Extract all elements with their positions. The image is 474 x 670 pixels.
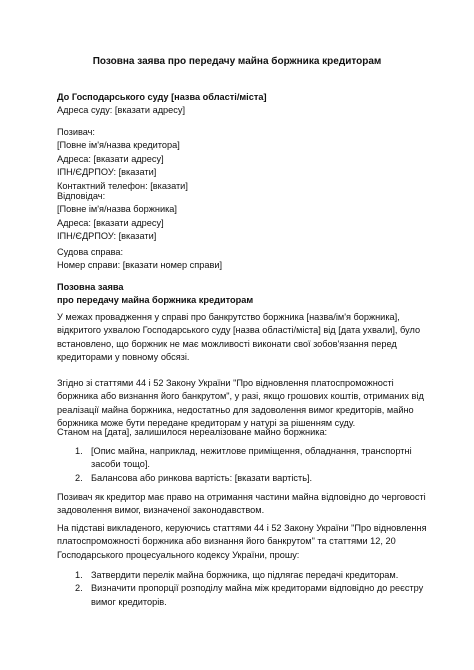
list-item-line: вимог кредиторів.: [91, 596, 167, 607]
plaintiff-name: [Повне ім'я/назва кредитора]: [57, 140, 180, 151]
plaintiff-tax-id: ІПН/ЄДРПОУ: [вказати]: [57, 167, 157, 178]
paragraph-line: боржника може бути передане кредиторам у натурі за рішенням суду.: [57, 418, 356, 429]
paragraph-request-basis: [57, 522, 425, 562]
list-number: 1.: [75, 570, 83, 580]
plaintiff-heading: Позивач:: [57, 127, 95, 137]
paragraph-line: Станом на [дата], залишилося нереалізоване майно боржника:: [57, 427, 328, 437]
plaintiff-phone: Контактний телефон: [вказати]: [57, 180, 188, 191]
case-heading: Судова справа:: [57, 247, 124, 257]
list-item: [57, 582, 425, 609]
plaintiff-address: Адреса: [вказати адресу]: [57, 153, 164, 164]
paragraph-line: На підставі викладеного, керуючись статтями 44 і 52 Закону України "Про відновлення: [57, 523, 427, 533]
paragraph-line: задоволення вимог, визначеної законодавством.: [57, 505, 265, 516]
paragraph-line: кредиторами у повному обсязі.: [57, 352, 190, 363]
case-number: Номер справи: [вказати номер справи]: [57, 260, 223, 271]
paragraph-line: встановлено, що боржник не має можливості виконати свої зобов'язання перед: [57, 338, 397, 349]
list-item: [57, 445, 425, 472]
paragraph-line: боржника або визнання його банкрутом", у разі, якщо грошових коштів, отриманих від: [57, 391, 424, 402]
court-address: Адреса суду: [вказати адресу]: [57, 105, 186, 116]
list-number: 2.: [75, 583, 83, 594]
court-block: [57, 91, 422, 118]
defendant-heading: Відповідач:: [57, 191, 106, 201]
paragraph-line: Згідно зі статтями 44 і 52 Закону України "Про відновлення платоспроможності: [57, 378, 394, 388]
list-item-line: Балансова або ринкова вартість: [вказати вартість].: [91, 472, 313, 483]
paragraph-line: реалізації майна боржника, недостатньо для задоволення вимог кредиторів, майно: [57, 404, 414, 415]
list-item: [57, 569, 425, 582]
case-block: [57, 246, 422, 273]
list-number: 1.: [75, 446, 83, 456]
request-list: [57, 569, 425, 609]
list-number: 2.: [75, 472, 83, 483]
paragraph-creditor-right: [57, 491, 425, 518]
court-name: До Господарського суду [назва області/міста]: [57, 92, 267, 102]
plaintiff-block: [57, 126, 422, 193]
defendant-tax-id: ІПН/ЄДРПОУ: [вказати]: [57, 231, 157, 242]
list-item-line: [Опис майна, наприклад, нежитлове приміщення, обладнання, транспортні: [91, 446, 412, 456]
paragraph-unsold-property: [57, 426, 425, 439]
paragraph-legal-basis: [57, 377, 425, 431]
document-heading-line-1: Позовна заява: [57, 282, 124, 292]
paragraph-line: Господарського процесуального кодексу України, прошу:: [57, 549, 300, 560]
defendant-block: [57, 190, 422, 244]
property-list: [57, 445, 425, 485]
paragraph-line: платоспроможності боржника або визнання його банкрутом" та статтями 12, 20: [57, 536, 396, 547]
document-title: Позовна заява про передачу майна боржника кредиторам: [92, 56, 382, 67]
paragraph-line: відкритого ухвалою Господарського суду [назва області/міста] від [дата ухвали], було: [57, 325, 421, 336]
defendant-address: Адреса: [вказати адресу]: [57, 217, 164, 228]
list-item-line: Визначити пропорції розподілу майна між кредиторами відповідно до реєстру: [91, 583, 424, 594]
document-heading: [57, 281, 422, 308]
defendant-name: [Повне ім'я/назва боржника]: [57, 204, 177, 215]
paragraph-line: У межах провадження у справі про банкрутство боржника [назва/ім'я боржника],: [57, 312, 400, 322]
list-item-line: засоби тощо].: [91, 459, 150, 470]
paragraph-proceedings: [57, 311, 425, 365]
list-item: [57, 472, 425, 485]
document-heading-line-2: про передачу майна боржника кредиторам: [57, 295, 254, 306]
paragraph-line: Позивач як кредитор має право на отримання частини майна відповідно до черговості: [57, 492, 426, 502]
list-item-line: Затвердити перелік майна боржника, що підлягає передачі кредиторам.: [91, 570, 399, 580]
